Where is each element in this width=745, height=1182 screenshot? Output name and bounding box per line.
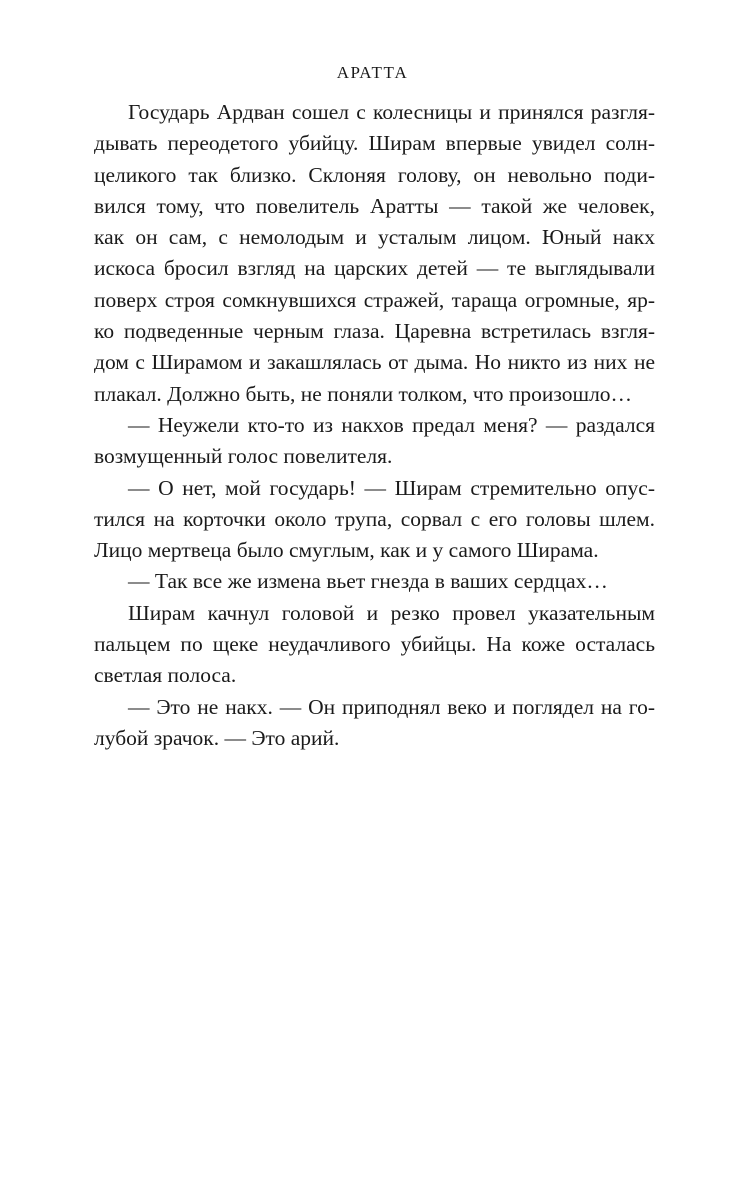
text-line: вился тому, что повелитель Аратты — такой же человек, bbox=[94, 193, 655, 218]
text-line: — Это не накх. — Он приподнял веко и поглядел на го- bbox=[128, 694, 655, 719]
text-line: лубой зрачок. — Это арий. bbox=[94, 725, 340, 750]
text-line: как он сам, с немолодым и усталым лицом. Юный накх bbox=[94, 225, 655, 250]
text-line: Государь Ардван сошел с колесницы и принялся разгля- bbox=[128, 100, 655, 124]
text-line: Ширам качнул головой и резко провел указательным bbox=[128, 600, 655, 625]
text-line: поверх строя сомкнувшихся стражей, тараща огромные, яр- bbox=[94, 287, 655, 312]
text-line: дывать переодетого убийцу. Ширам впервые увидел солн- bbox=[94, 131, 655, 156]
text-line: — Неужели кто-то из накхов предал меня? — раздался bbox=[128, 412, 655, 437]
text-line: искоса бросил взгляд на царских детей — те выглядывали bbox=[94, 256, 655, 281]
text-line: тился на корточки около трупа, сорвал с его головы шлем. bbox=[94, 506, 655, 531]
text-line: — Так все же измена вьет гнезда в ваших сердцах… bbox=[128, 569, 608, 594]
text-line: дом с Ширамом и закашлялась от дыма. Но никто из них не bbox=[94, 350, 655, 375]
text-line: светлая полоса. bbox=[94, 663, 237, 688]
text-line: — О нет, мой государь! — Ширам стремительно опус- bbox=[128, 475, 655, 500]
text-line: плакал. Должно быть, не поняли толком, что произошло… bbox=[94, 381, 633, 406]
text-line: возмущенный голос повелителя. bbox=[94, 444, 393, 469]
running-head: АРАТТА bbox=[336, 63, 409, 82]
body-text bbox=[94, 97, 655, 754]
text-line: ко подведенные черным глаза. Царевна встретилась взгля- bbox=[94, 319, 655, 344]
text-line: целикого так близко. Склоняя голову, он невольно поди- bbox=[94, 162, 655, 187]
text-line: пальцем по щеке неудачливого убийцы. На коже осталась bbox=[94, 632, 655, 657]
text-line: Лицо мертвеца было смуглым, как и у самого Ширама. bbox=[94, 538, 599, 563]
